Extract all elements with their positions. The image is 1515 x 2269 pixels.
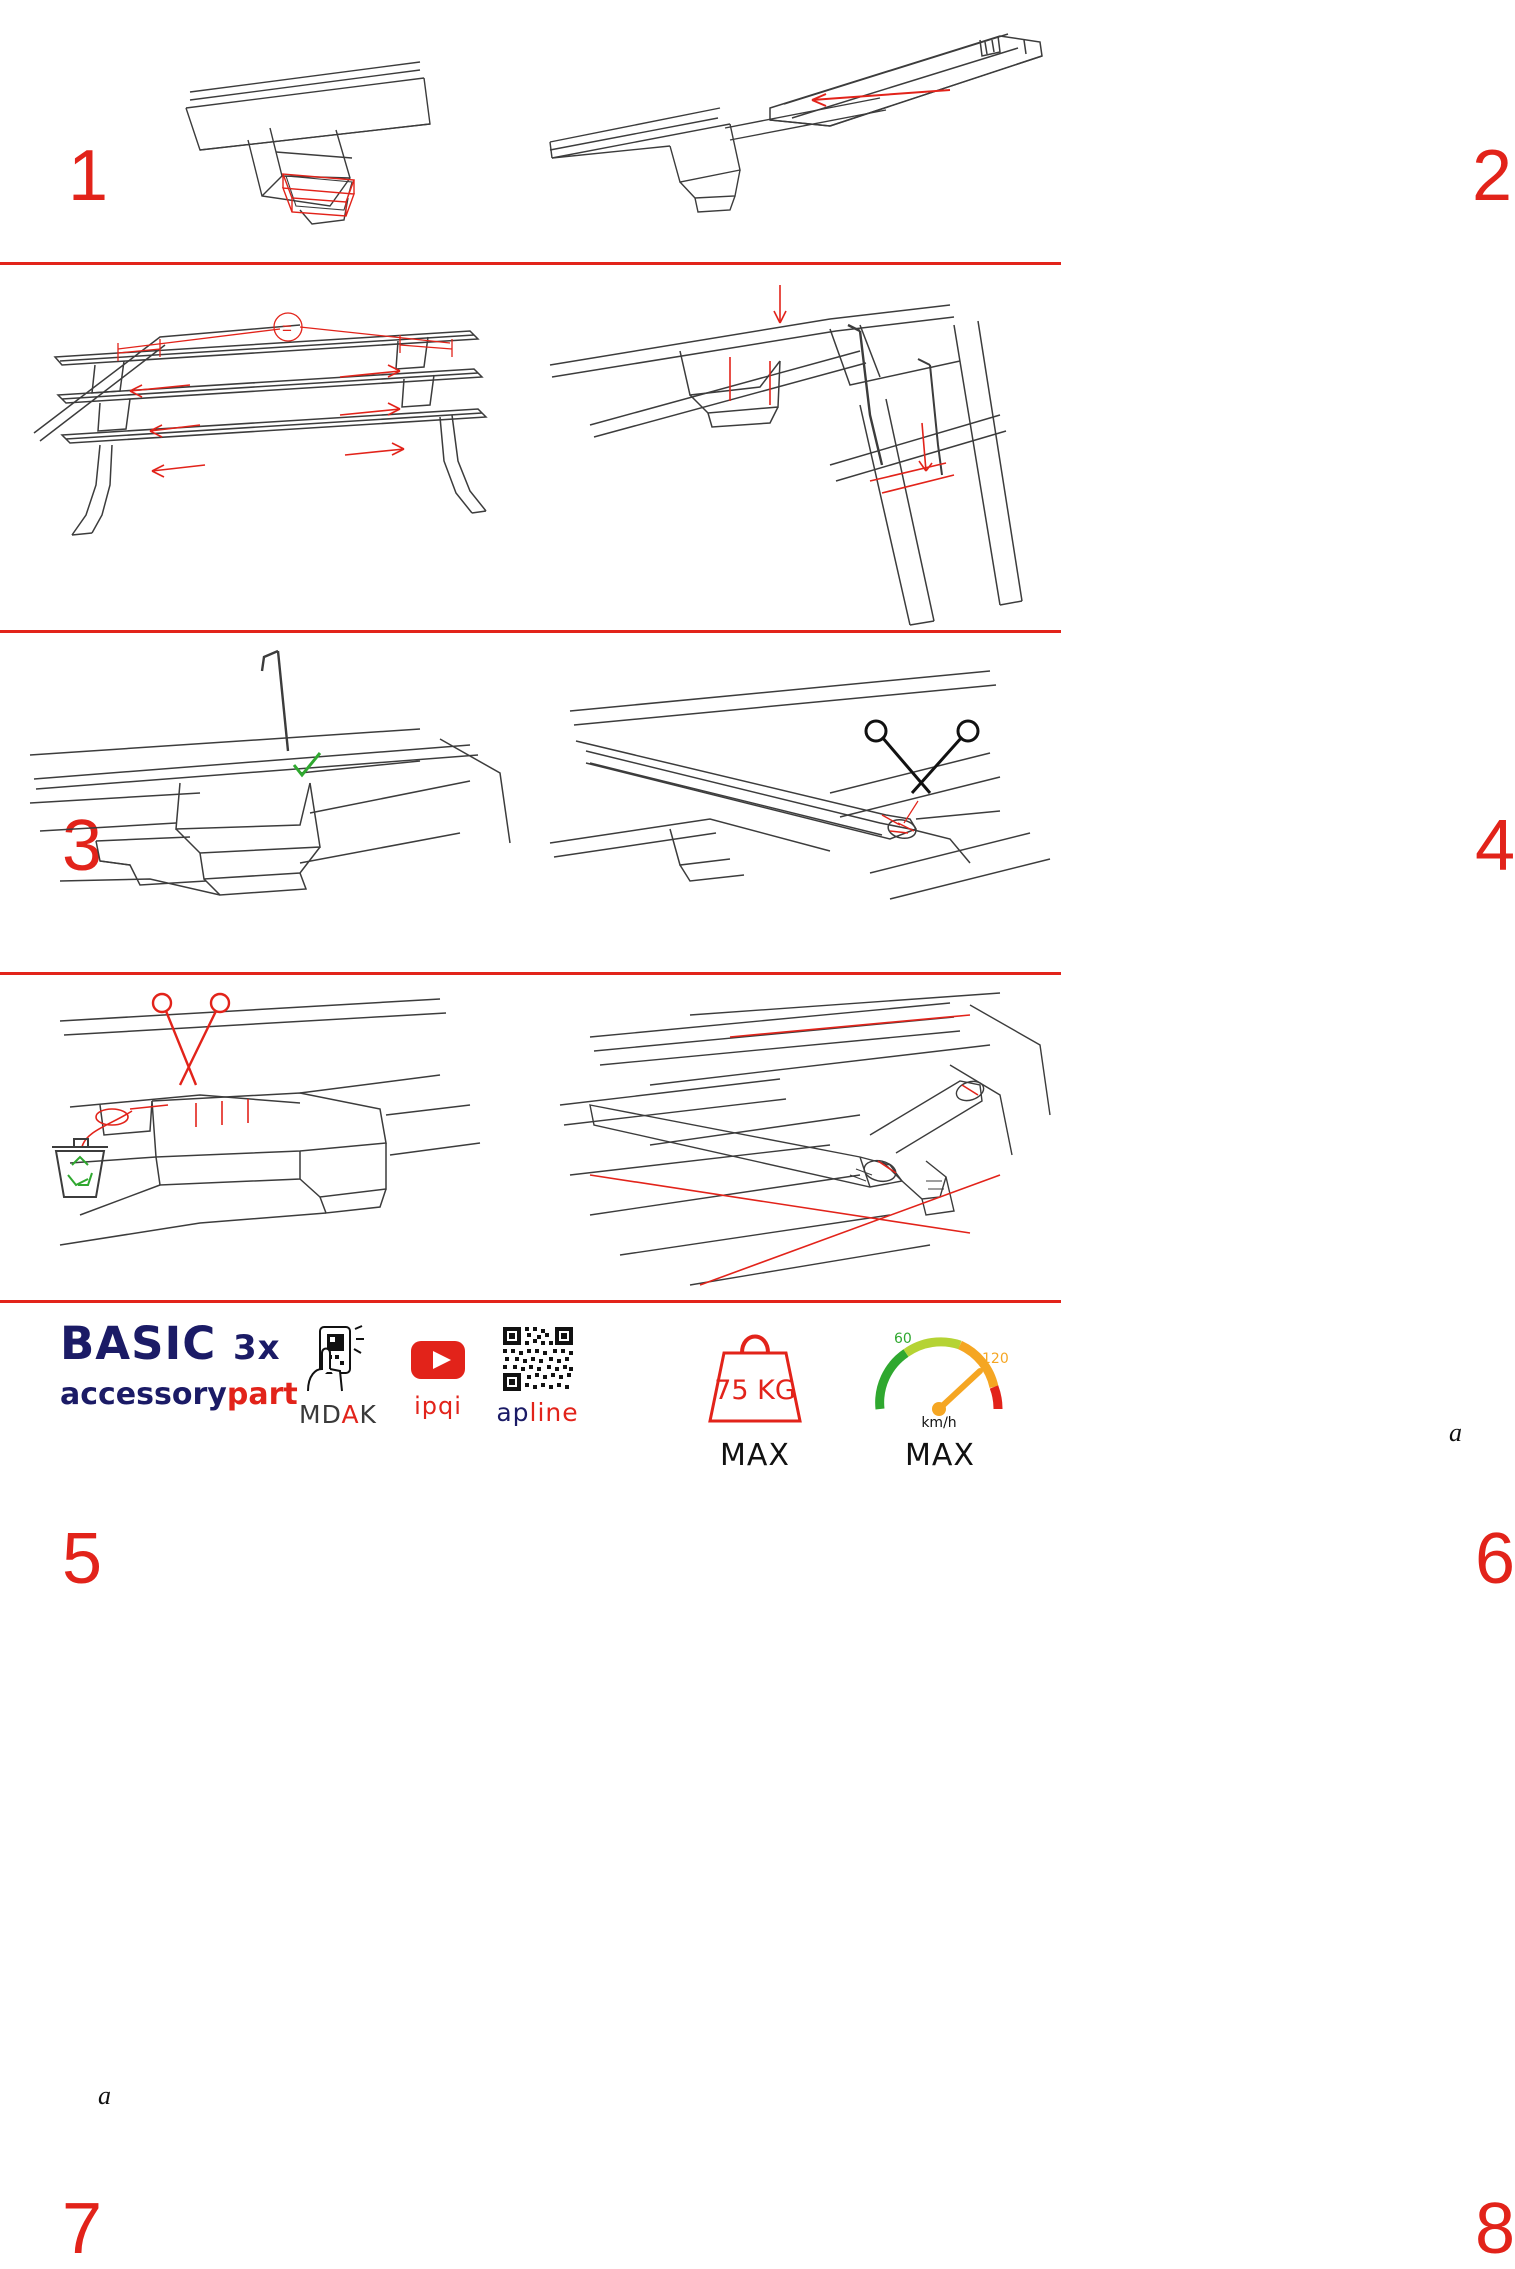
step-2-illustration [530, 0, 1061, 262]
step-8-illustration [530, 975, 1061, 1300]
brand-accessorypart [60, 1377, 300, 1412]
brand-part-text: part [226, 1377, 298, 1412]
logo-apline-label: apline [496, 1398, 579, 1427]
speed-unit: km/h [921, 1415, 957, 1431]
brand-basic-line [60, 1317, 300, 1370]
step-number-3: 3 [62, 806, 103, 886]
equal-marker: = [282, 319, 292, 338]
step-number-7: 7 [62, 2189, 103, 2269]
youtube-icon[interactable] [407, 1325, 469, 1387]
step-number-2: 2 [1472, 136, 1513, 216]
max-load-value: 75 KG [714, 1375, 796, 1406]
max-load-caption: MAX [720, 1438, 790, 1473]
speed-tick-120: 120 [982, 1351, 1009, 1367]
brand-quantity: 3x [232, 1328, 281, 1368]
speed-tick-60: 60 [894, 1331, 912, 1347]
logo-mdak-label: MDAK [299, 1400, 377, 1429]
brand-accessory-text: accessory [60, 1377, 227, 1412]
logo-apline[interactable] [480, 1325, 595, 1427]
step-5-illustration [0, 633, 530, 972]
label-a-step-7: a [98, 2081, 111, 2110]
weight-icon [680, 1317, 830, 1429]
max-speed-indicator [855, 1317, 1025, 1473]
step-3-illustration [0, 265, 530, 630]
max-speed-caption: MAX [905, 1438, 975, 1473]
step-number-8: 8 [1475, 2189, 1515, 2269]
step-number-5: 5 [62, 1519, 103, 1599]
qr-scan-hand-icon [300, 1325, 376, 1395]
logo-mdak[interactable] [283, 1325, 393, 1429]
step-number-4: 4 [1475, 806, 1515, 886]
step-number-6: 6 [1475, 1519, 1515, 1599]
brand-basic-text: BASIC [60, 1317, 217, 1370]
footer [0, 1303, 1061, 1500]
step-panel-3 [0, 265, 530, 886]
step-panel-4 [530, 265, 1515, 886]
step-panel-2 [530, 0, 1513, 262]
step-panel-1 [0, 0, 530, 262]
speedometer-icon [860, 1317, 1020, 1429]
step-7-illustration [0, 975, 530, 1300]
label-a-step-6: a [1449, 1418, 1462, 1447]
step-6-illustration [530, 633, 1061, 972]
logo-ipqi[interactable] [398, 1325, 478, 1420]
step-number-1: 1 [68, 136, 109, 216]
brand-block [60, 1317, 300, 1412]
step-4-illustration [530, 265, 1061, 630]
step-1-illustration [0, 0, 530, 262]
logo-ipqi-label: ipqi [414, 1392, 462, 1420]
max-load-indicator [675, 1317, 835, 1473]
qr-code-icon[interactable] [501, 1325, 575, 1393]
